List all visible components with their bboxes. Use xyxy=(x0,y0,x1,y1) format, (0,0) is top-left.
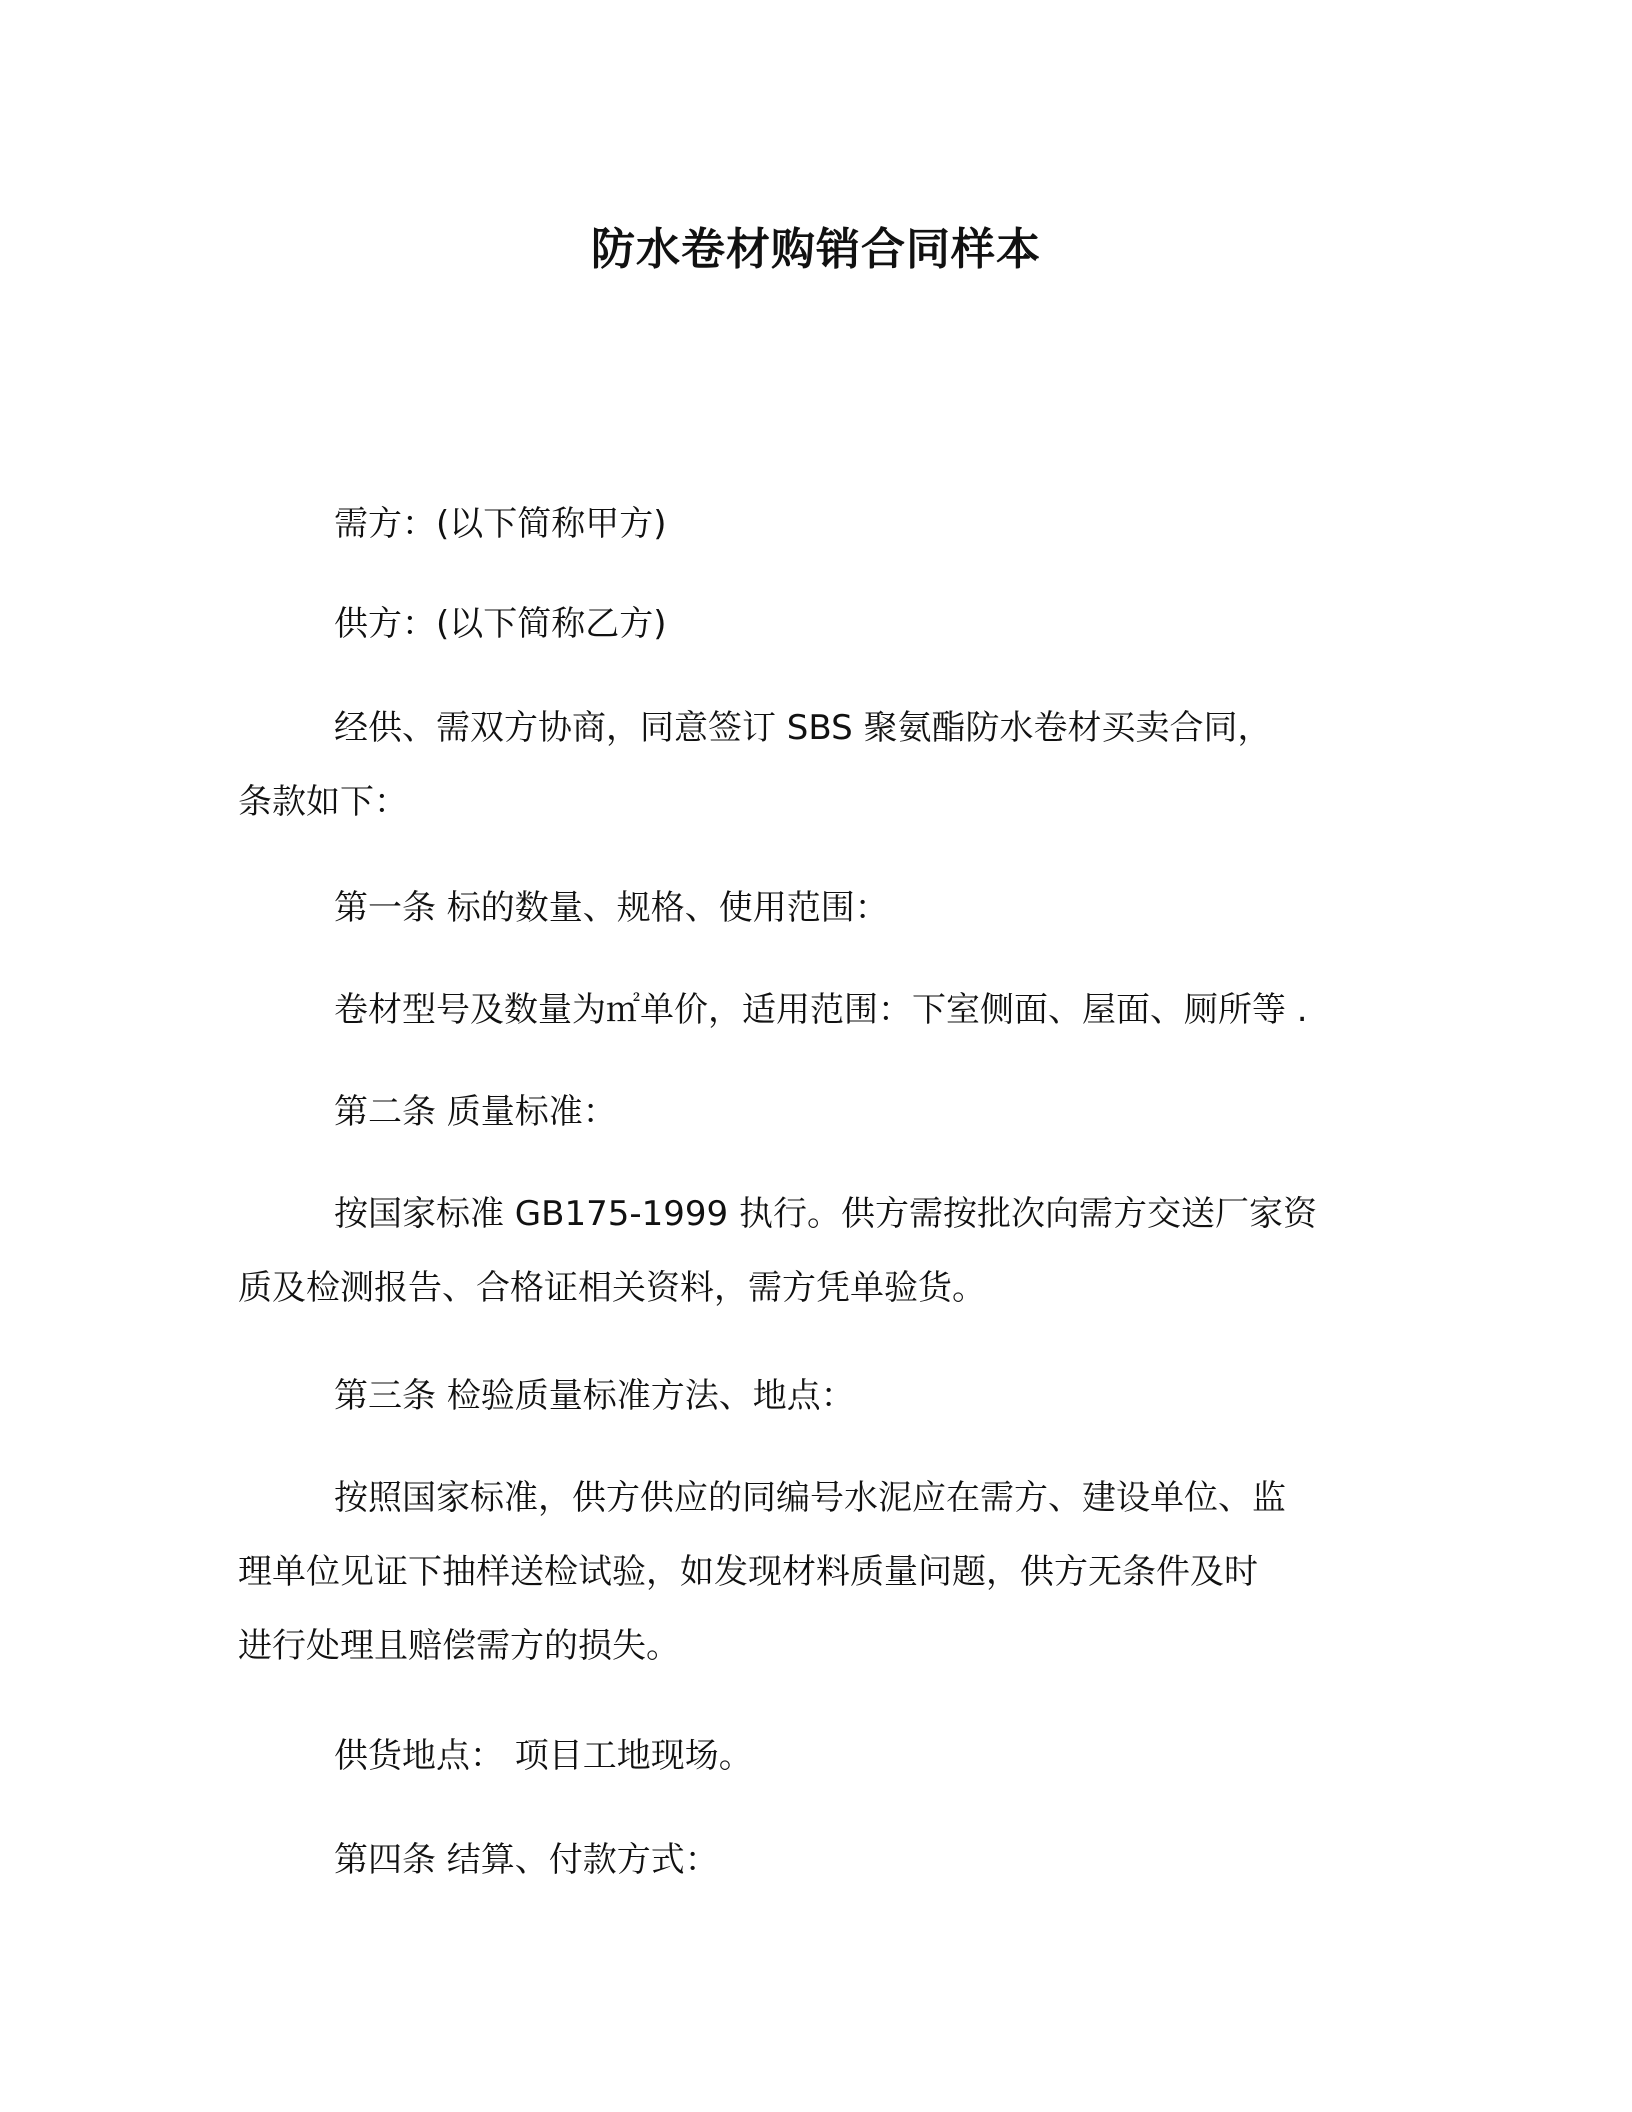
article-4-heading xyxy=(238,1820,1398,1900)
paragraph-line: 需方：(以下简称甲方) xyxy=(334,504,667,544)
article-2-heading xyxy=(238,1072,1398,1152)
article-3-body xyxy=(238,1458,1398,1686)
paragraph-line: 第一条 标的数量、规格、使用范围： xyxy=(334,888,889,928)
paragraph-buyer xyxy=(238,484,1398,564)
paragraph-line: 供方：(以下简称乙方) xyxy=(334,604,667,644)
paragraph-line: 第三条 检验质量标准方法、地点： xyxy=(334,1376,855,1416)
paragraph-line: 第二条 质量标准： xyxy=(334,1092,617,1132)
paragraph-line: 卷材型号及数量为㎡单价，适用范围：下室侧面、屋面、厕所等 . xyxy=(334,990,1308,1030)
paragraph-line: 按国家标准 GB175-1999 执行。供方需按批次向需方交送厂家资 xyxy=(334,1194,1317,1234)
paragraph-line: 条款如下： xyxy=(238,782,408,822)
paragraph-line: 按照国家标准，供方供应的同编号水泥应在需方、建设单位、监 xyxy=(334,1478,1286,1518)
paragraph-line: 质及检测报告、合格证相关资料，需方凭单验货。 xyxy=(238,1268,986,1308)
paragraph-line: 供货地点： 项目工地现场。 xyxy=(334,1736,753,1776)
article-1-body xyxy=(238,970,1398,1050)
document-title: 防水卷材购销合同样本 xyxy=(591,224,1041,275)
article-3-heading xyxy=(238,1356,1398,1436)
article-2-body xyxy=(238,1174,1398,1328)
paragraph-seller xyxy=(238,584,1398,664)
delivery-location xyxy=(238,1716,1398,1796)
paragraph-line: 经供、需双方协商，同意签订 SBS 聚氨酯防水卷材买卖合同， xyxy=(334,708,1272,748)
paragraph-line: 第四条 结算、付款方式： xyxy=(334,1840,719,1880)
article-1-heading xyxy=(238,868,1398,948)
paragraph-line: 理单位见证下抽样送检试验，如发现材料质量问题，供方无条件及时 xyxy=(238,1552,1258,1592)
paragraph-intro xyxy=(238,688,1398,842)
paragraph-line: 进行处理且赔偿需方的损失。 xyxy=(238,1626,680,1666)
